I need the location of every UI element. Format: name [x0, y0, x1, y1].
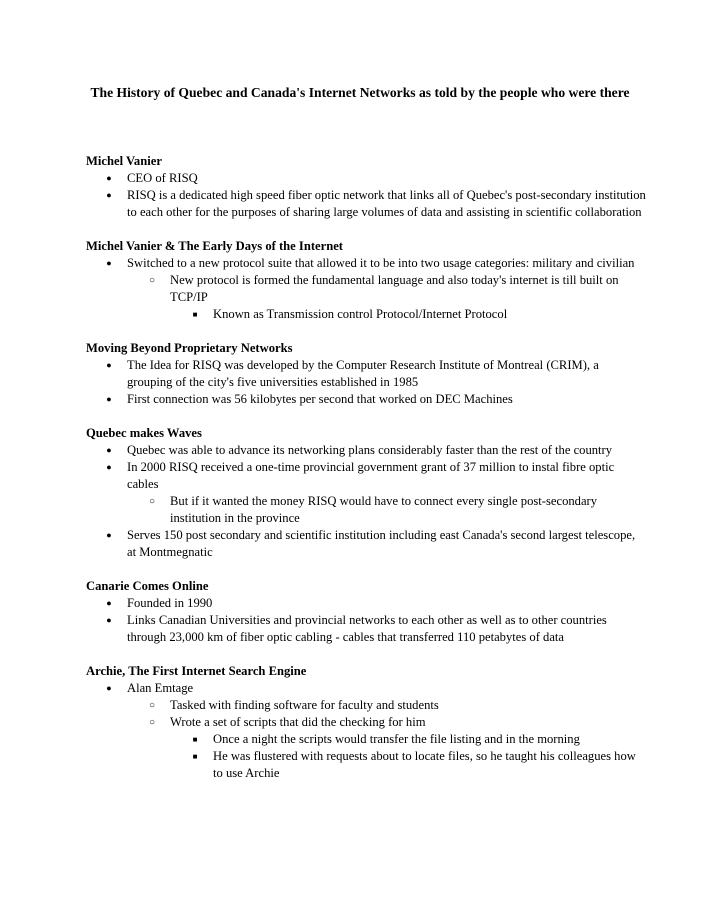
section — [86, 425, 646, 561]
list-item-text: Founded in 1990 — [127, 596, 213, 610]
bullet-square-icon — [189, 306, 201, 323]
list-item — [86, 731, 646, 748]
bullet-disc-icon — [103, 680, 115, 697]
list-item-text: Serves 150 post secondary and scientific institution including east Canada's second largest telescope, at Montmegnatic — [127, 528, 636, 559]
section-heading: Moving Beyond Proprietary Networks — [86, 341, 293, 355]
bullet-disc-icon — [103, 459, 115, 476]
section — [86, 238, 646, 323]
bullet-circle-icon — [146, 714, 158, 731]
list-item-text: Once a night the scripts would transfer the file listing and in the morning — [213, 732, 580, 746]
section — [86, 153, 646, 221]
bullet-disc-icon — [103, 527, 115, 544]
list-item — [86, 357, 646, 391]
bullet-disc-icon — [103, 170, 115, 187]
list-item — [86, 493, 646, 527]
list-item-text: In 2000 RISQ received a one-time provincial government grant of 37 million to instal fibre optic cables — [127, 460, 615, 491]
bullet-list — [86, 595, 646, 646]
list-item — [86, 170, 646, 187]
list-item — [86, 442, 646, 459]
section-heading: Canarie Comes Online — [86, 579, 209, 593]
list-item — [86, 306, 646, 323]
bullet-disc-icon — [103, 442, 115, 459]
bullet-square-icon — [189, 748, 201, 765]
bullet-circle-icon — [146, 272, 158, 289]
bullet-list — [86, 680, 646, 782]
list-item-text: Switched to a new protocol suite that allowed it to be into two usage categories: military and civilian — [127, 256, 635, 270]
list-item — [86, 748, 646, 782]
list-item-text: Alan Emtage — [127, 681, 194, 695]
list-item-text: Quebec was able to advance its networking plans considerably faster than the rest of the country — [127, 443, 613, 457]
list-item — [86, 527, 646, 561]
bullet-list — [86, 442, 646, 561]
list-item-text: CEO of RISQ — [127, 171, 198, 185]
bullet-square-icon — [189, 731, 201, 748]
bullet-list — [86, 255, 646, 323]
list-item — [86, 272, 646, 306]
list-item — [86, 255, 646, 272]
list-item-text: But if it wanted the money RISQ would have to connect every single post-secondary institution in the province — [170, 494, 598, 525]
list-item-text: He was flustered with requests about to locate files, so he taught his colleagues how to use Archie — [213, 749, 636, 780]
section-heading: Michel Vanier — [86, 154, 162, 168]
section-heading: Quebec makes Waves — [86, 426, 202, 440]
list-item-text: Links Canadian Universities and provincial networks to each other as well as to other countries through 23,000 km of fiber optic cabling - cables that transferred 110 petabytes of data — [127, 613, 607, 644]
list-item — [86, 187, 646, 221]
list-item — [86, 391, 646, 408]
bullet-list — [86, 170, 646, 221]
list-item — [86, 459, 646, 493]
section-heading: Michel Vanier & The Early Days of the Internet — [86, 239, 343, 253]
document-body — [86, 153, 646, 799]
section-heading: Archie, The First Internet Search Engine — [86, 664, 307, 678]
list-item-text: First connection was 56 kilobytes per second that worked on DEC Machines — [127, 392, 513, 406]
bullet-disc-icon — [103, 612, 115, 629]
list-item — [86, 612, 646, 646]
bullet-circle-icon — [146, 493, 158, 510]
list-item-text: New protocol is formed the fundamental language and also today's internet is till built on TCP/IP — [170, 273, 619, 304]
section — [86, 340, 646, 408]
bullet-disc-icon — [103, 255, 115, 272]
bullet-list — [86, 357, 646, 408]
document-title: The History of Quebec and Canada's Internet Networks as told by the people who were there — [90, 85, 630, 100]
list-item — [86, 697, 646, 714]
section — [86, 663, 646, 782]
bullet-disc-icon — [103, 391, 115, 408]
list-item — [86, 714, 646, 731]
bullet-disc-icon — [103, 595, 115, 612]
bullet-disc-icon — [103, 357, 115, 374]
list-item-text: RISQ is a dedicated high speed fiber optic network that links all of Quebec's post-secondary institution to each other for the purposes of sharing large volumes of data and assisting in scientific collaboration — [127, 188, 646, 219]
list-item-text: Known as Transmission control Protocol/Internet Protocol — [213, 307, 508, 321]
list-item-text: Wrote a set of scripts that did the checking for him — [170, 715, 426, 729]
list-item — [86, 680, 646, 697]
list-item-text: Tasked with finding software for faculty and students — [170, 698, 439, 712]
list-item-text: The Idea for RISQ was developed by the Computer Research Institute of Montreal (CRIM), a grouping of the city's five universities established in 1985 — [127, 358, 599, 389]
bullet-circle-icon — [146, 697, 158, 714]
bullet-disc-icon — [103, 187, 115, 204]
list-item — [86, 595, 646, 612]
section — [86, 578, 646, 646]
